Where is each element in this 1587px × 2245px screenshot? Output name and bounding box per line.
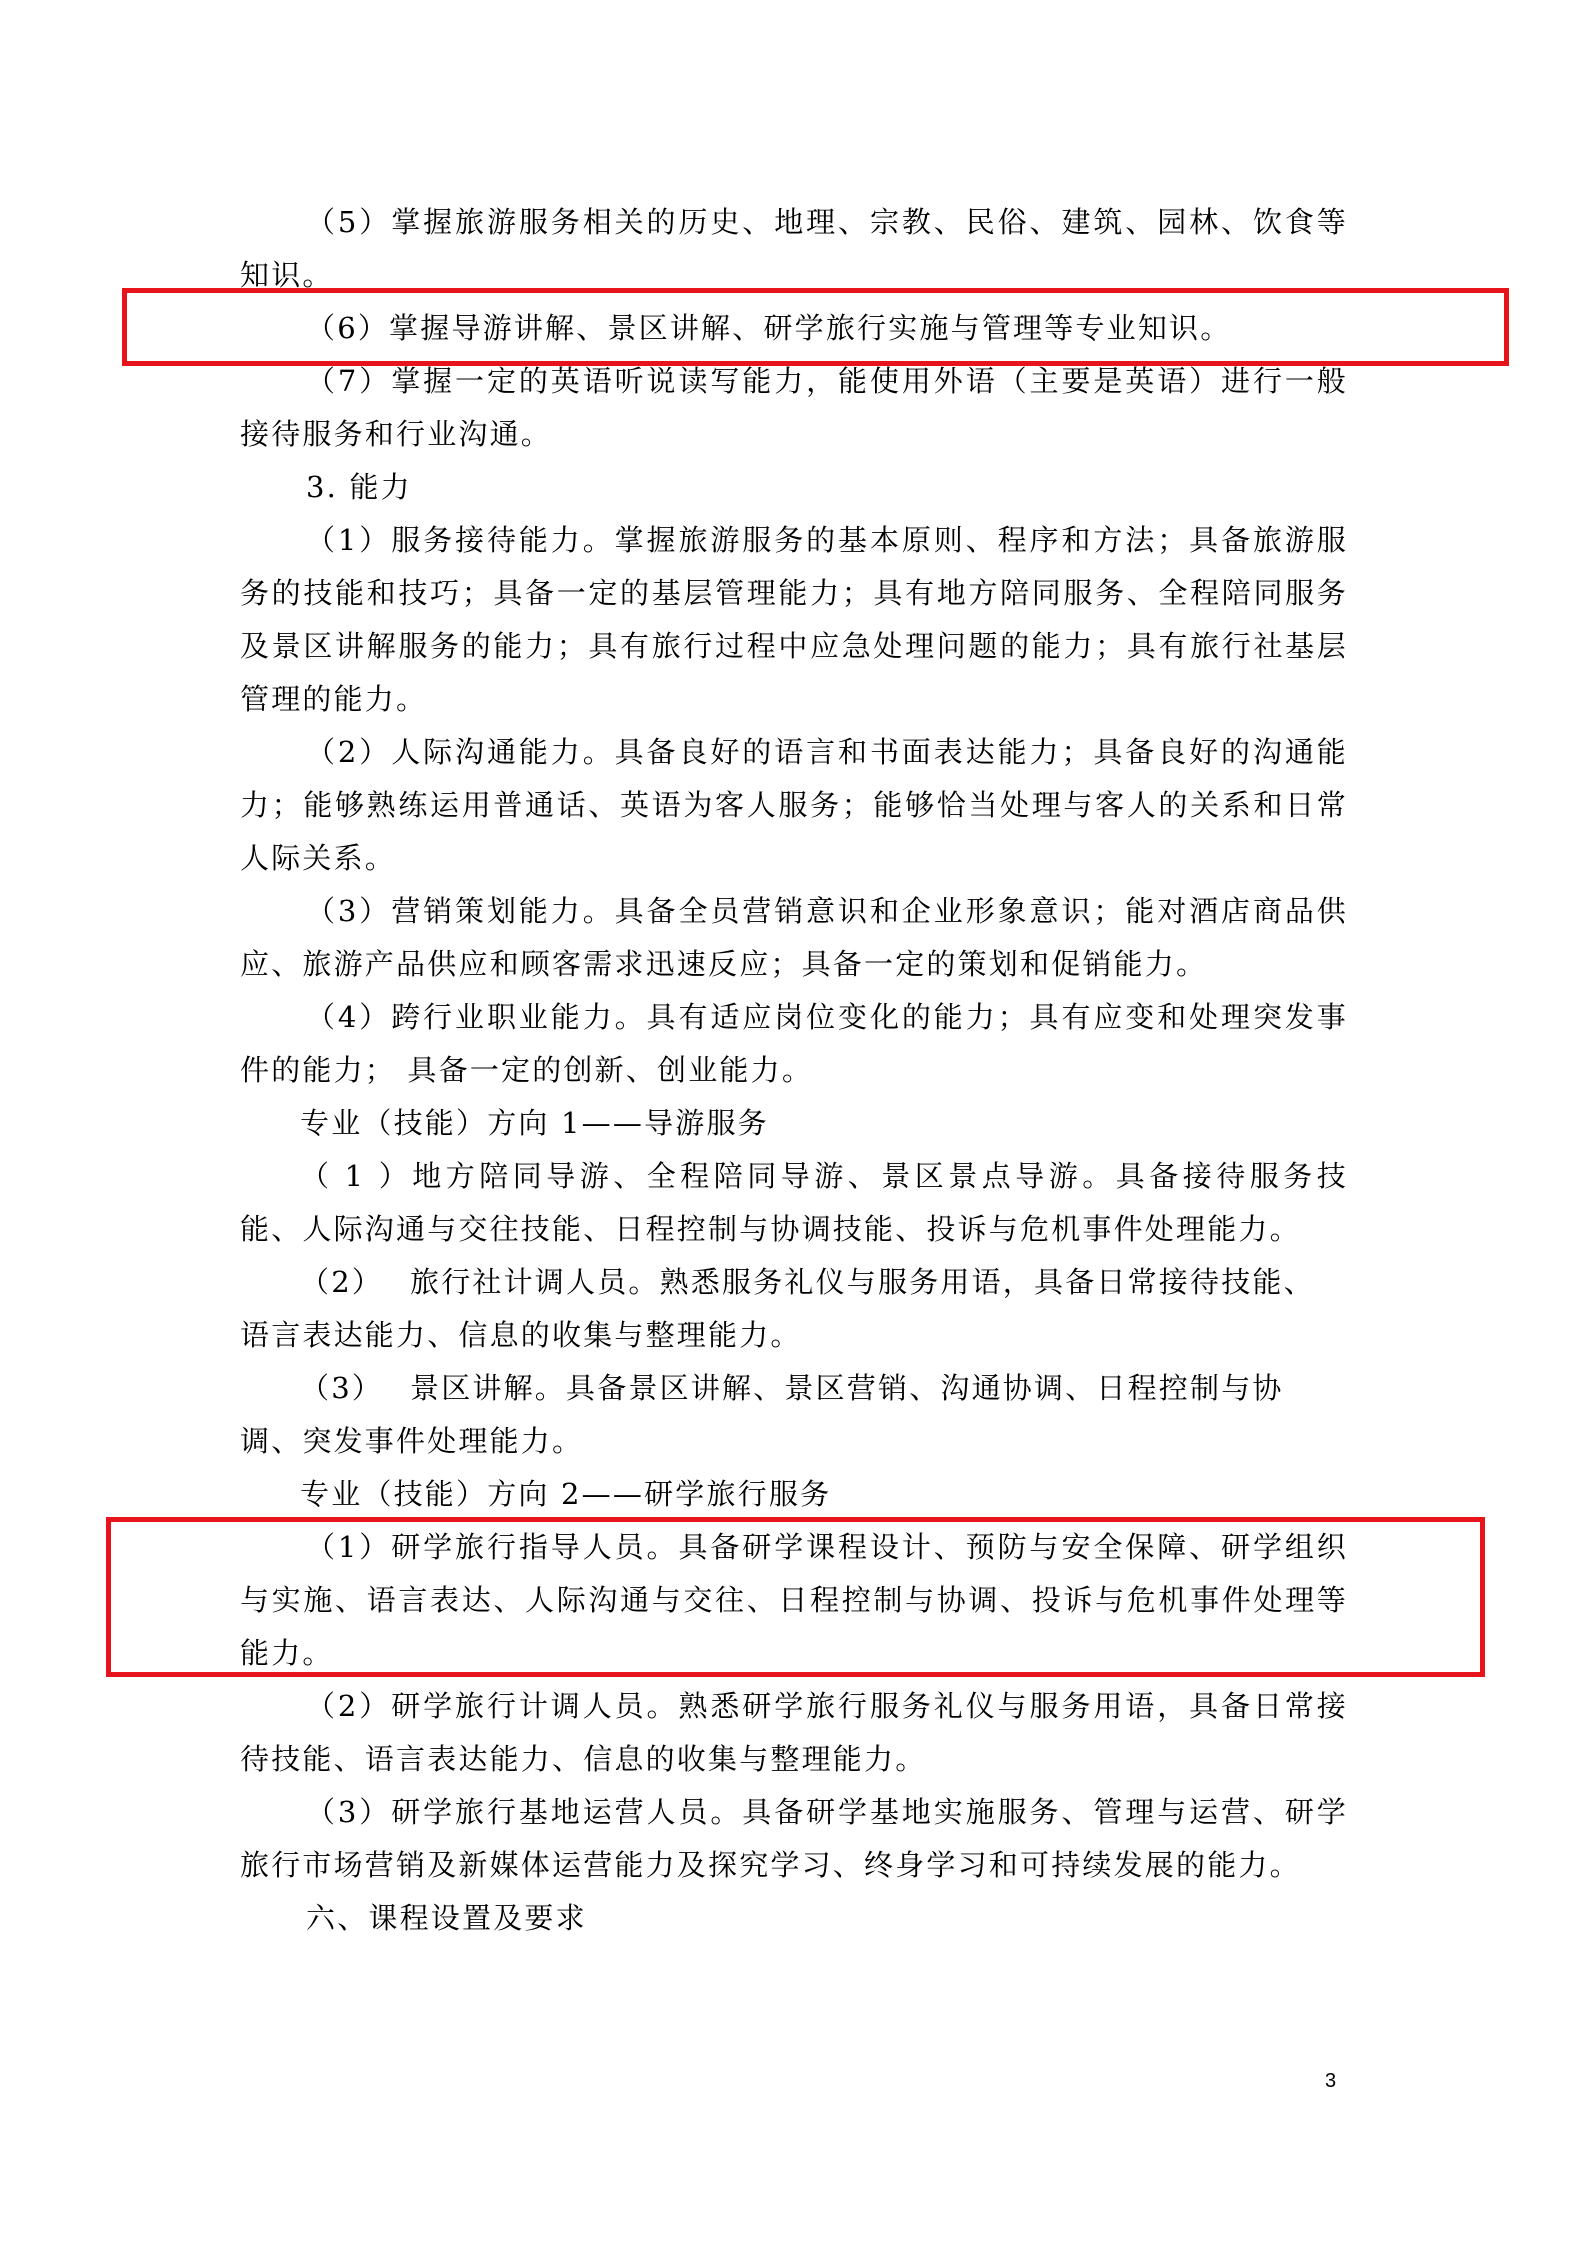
knowledge-item-6: （6）掌握导游讲解、景区讲解、研学旅行实施与管理等专业知识。 [306,311,1232,345]
direction-1-item-2-number: （2） [300,1265,384,1299]
ability-item-3-line-1: （3）营销策划能力。具备全员营销意识和企业形象意识；能对酒店商品供 [306,894,1348,928]
direction-1-heading: 专业（技能）方向 1——导游服务 [300,1106,769,1140]
highlight-box-research-guide [106,1517,1485,1677]
direction-1-item-3-line-2: 调、突发事件处理能力。 [240,1424,584,1458]
ability-item-2-line-1: （2）人际沟通能力。具备良好的语言和书面表达能力；具备良好的沟通能 [306,735,1348,769]
direction-2-item-1-line-3: 能力。 [240,1636,334,1670]
direction-1-item-1-line-2: 能、人际沟通与交往技能、日程控制与协调技能、投诉与危机事件处理能力。 [240,1212,1301,1246]
page-number: 3 [1325,2070,1337,2092]
direction-1-item-2-line-2: 语言表达能力、信息的收集与整理能力。 [240,1318,802,1352]
knowledge-item-7-line-2: 接待服务和行业沟通。 [240,417,553,451]
direction-1-item-1-line-1 [300,1150,1348,1203]
direction-2-item-2-line-2: 待技能、语言表达能力、信息的收集与整理能力。 [240,1742,927,1776]
ability-item-3-line-2: 应、旅游产品供应和顾客需求迅速反应；具备一定的策划和促销能力。 [240,947,1208,981]
direction-2-heading: 专业（技能）方向 2——研学旅行服务 [300,1477,832,1511]
ability-item-4-line-2: 件的能力； 具备一定的创新、创业能力。 [240,1053,814,1087]
ability-item-2-line-2: 力；能够熟练运用普通话、英语为客人服务；能够恰当处理与客人的关系和日常 [240,788,1348,822]
knowledge-item-5-line-1: （5）掌握旅游服务相关的历史、地理、宗教、民俗、建筑、园林、饮食等 [306,205,1348,239]
direction-1-item-2-line-1 [300,1256,1348,1309]
knowledge-item-5-line-2: 知识。 [240,258,334,292]
direction-1-item-3-number: （3） [300,1371,384,1405]
knowledge-item-7-line-1: （7）掌握一定的英语听说读写能力，能使用外语（主要是英语）进行一般 [306,364,1348,398]
ability-item-1-line-3: 及景区讲解服务的能力；具有旅行过程中应急处理问题的能力；具有旅行社基层 [240,629,1348,663]
direction-1-item-2-text: 旅行社计调人员。熟悉服务礼仪与服务用语，具备日常接待技能、 [410,1265,1315,1299]
ability-item-1-line-2: 务的技能和技巧；具备一定的基层管理能力；具有地方陪同服务、全程陪同服务 [240,576,1348,610]
section-6-heading: 六、课程设置及要求 [306,1901,587,1935]
direction-2-item-1-line-1: （1）研学旅行指导人员。具备研学课程设计、预防与安全保障、研学组织 [306,1530,1348,1564]
direction-2-item-1-line-2: 与实施、语言表达、人际沟通与交往、日程控制与协调、投诉与危机事件处理等 [240,1583,1348,1617]
direction-1-item-3-text: 景区讲解。具备景区讲解、景区营销、沟通协调、日程控制与协 [410,1371,1284,1405]
highlight-box-knowledge-6 [122,288,1509,366]
ability-item-1-line-4: 管理的能力。 [240,682,428,716]
ability-item-4-line-1: （4）跨行业职业能力。具有适应岗位变化的能力；具有应变和处理突发事 [306,1000,1348,1034]
direction-2-item-3-line-2: 旅行市场营销及新媒体运营能力及探究学习、终身学习和可持续发展的能力。 [240,1848,1301,1882]
direction-2-item-2-line-1: （2）研学旅行计调人员。熟悉研学旅行服务礼仪与服务用语，具备日常接 [306,1689,1348,1723]
ability-item-2-line-3: 人际关系。 [240,841,397,875]
direction-1-item-1-number: （1） [300,1159,410,1193]
direction-1-item-1-text: 地方陪同导游、全程陪同导游、景区景点导游。具备接待服务技 [410,1159,1348,1193]
ability-heading: 3. 能力 [306,470,412,504]
direction-1-item-3-line-1 [300,1362,1348,1415]
ability-item-1-line-1: （1）服务接待能力。掌握旅游服务的基本原则、程序和方法；具备旅游服 [306,523,1348,557]
direction-2-item-3-line-1: （3）研学旅行基地运营人员。具备研学基地实施服务、管理与运营、研学 [306,1795,1348,1829]
